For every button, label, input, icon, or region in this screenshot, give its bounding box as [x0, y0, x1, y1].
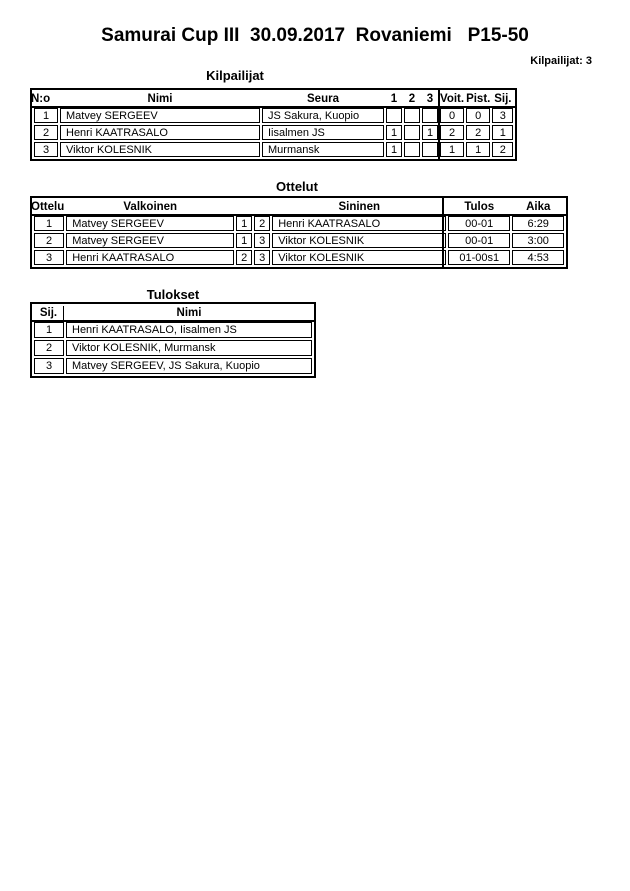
cell-match-no: 3 — [34, 250, 64, 265]
result-row — [34, 340, 312, 356]
cell-name: Henri KAATRASALO — [60, 125, 260, 140]
cell-time: 6:29 — [512, 216, 564, 231]
competitor-row — [34, 142, 513, 157]
col-header-time: Aika — [526, 201, 551, 213]
col-header-name: Nimi — [147, 93, 173, 105]
cell-blue-name: Henri KAATRASALO — [272, 216, 446, 231]
cell-result: 00-01 — [448, 216, 510, 231]
col-header-result: Tulos — [464, 201, 495, 213]
header-underline — [30, 214, 568, 216]
cell-place: 2 — [492, 142, 513, 157]
col-header-match-no: Ottelu — [31, 201, 65, 213]
cell-place: 3 — [492, 108, 513, 123]
cell-m1: 1 — [386, 142, 402, 157]
results-heading: Tulokset — [146, 287, 200, 302]
matches-table-grid — [30, 196, 568, 269]
match-row — [34, 216, 564, 231]
results-header-row — [34, 306, 312, 320]
cell-blue-no: 3 — [254, 250, 270, 265]
cell-place: 2 — [34, 340, 64, 356]
col-header-name: Nimi — [176, 307, 202, 319]
cell-time: 4:53 — [512, 250, 564, 265]
page-title: Samurai Cup III 30.09.2017 Rovaniemi P15-50 — [101, 25, 529, 46]
cell-blue-name: Viktor KOLESNIK — [272, 233, 446, 248]
competitors-table — [30, 88, 517, 161]
cell-match-no: 2 — [34, 233, 64, 248]
cell-name: Matvey SERGEEV, JS Sakura, Kuopio — [66, 358, 312, 374]
cell-match-no: 1 — [34, 216, 64, 231]
result-row — [34, 322, 312, 338]
results-table-grid — [30, 302, 316, 378]
col-header-wins: Voit. — [440, 93, 465, 105]
cell-m1: 1 — [386, 125, 402, 140]
col-header-white-no — [236, 200, 252, 214]
cell-m2 — [404, 125, 420, 140]
cell-blue-name: Viktor KOLESNIK — [272, 250, 446, 265]
col-header-m1: 1 — [390, 93, 398, 105]
cell-wins: 2 — [440, 125, 464, 140]
cell-name: Viktor KOLESNIK, Murmansk — [66, 340, 312, 356]
matches-table — [30, 196, 568, 269]
cell-wins: 0 — [440, 108, 464, 123]
matches-heading: Ottelut — [276, 179, 318, 194]
cell-white-name: Henri KAATRASALO — [66, 250, 234, 265]
competitors-heading: Kilpailijat — [206, 68, 264, 83]
cell-club: JS Sakura, Kuopio — [262, 108, 384, 123]
cell-result: 00-01 — [448, 233, 510, 248]
col-header-blue-no — [254, 200, 270, 214]
cell-wins: 1 — [440, 142, 464, 157]
col-header-no: N:o — [31, 93, 51, 105]
competitors-table-grid — [30, 88, 517, 161]
col-header-m3: 3 — [426, 93, 434, 105]
result-row — [34, 358, 312, 374]
cell-club: Murmansk — [262, 142, 384, 157]
match-row — [34, 250, 564, 265]
matches-header-row — [34, 200, 564, 214]
cell-m3 — [422, 142, 438, 157]
header-underline — [30, 106, 517, 108]
cell-white-name: Matvey SERGEEV — [66, 216, 234, 231]
cell-no: 3 — [34, 142, 58, 157]
cell-m1 — [386, 108, 402, 123]
cell-points: 1 — [466, 142, 490, 157]
group-divider-line — [438, 88, 440, 161]
cell-m2 — [404, 108, 420, 123]
cell-place: 3 — [34, 358, 64, 374]
col-header-blue: Sininen — [338, 201, 380, 213]
header-underline — [30, 320, 316, 322]
cell-points: 0 — [466, 108, 490, 123]
cell-white-no: 2 — [236, 250, 252, 265]
cell-points: 2 — [466, 125, 490, 140]
cell-name: Henri KAATRASALO, Iisalmen JS — [66, 322, 312, 338]
cell-m3: 1 — [422, 125, 438, 140]
col-header-white: Valkoinen — [123, 201, 178, 213]
competitors-header-row — [34, 92, 513, 106]
col-header-place: Sij. — [34, 306, 64, 320]
cell-blue-no: 3 — [254, 233, 270, 248]
competitor-count: Kilpailijat: 3 — [530, 55, 592, 67]
col-header-club: Seura — [307, 93, 339, 105]
cell-club: Iisalmen JS — [262, 125, 384, 140]
cell-place: 1 — [492, 125, 513, 140]
cell-name: Matvey SERGEEV — [60, 108, 260, 123]
cell-result: 01-00s1 — [448, 250, 510, 265]
col-header-m2: 2 — [408, 93, 416, 105]
cell-white-no: 1 — [236, 233, 252, 248]
cell-white-name: Matvey SERGEEV — [66, 233, 234, 248]
cell-m2 — [404, 142, 420, 157]
cell-time: 3:00 — [512, 233, 564, 248]
cell-name: Viktor KOLESNIK — [60, 142, 260, 157]
col-header-place: Sij. — [494, 93, 512, 105]
competitor-row — [34, 125, 513, 140]
group-divider-line — [442, 196, 444, 269]
col-header-points: Pist. — [466, 93, 491, 105]
cell-m3 — [422, 108, 438, 123]
cell-place: 1 — [34, 322, 64, 338]
results-table — [30, 302, 316, 378]
cell-white-no: 1 — [236, 216, 252, 231]
cell-blue-no: 2 — [254, 216, 270, 231]
cell-no: 2 — [34, 125, 58, 140]
match-row — [34, 233, 564, 248]
competitor-row — [34, 108, 513, 123]
cell-no: 1 — [34, 108, 58, 123]
